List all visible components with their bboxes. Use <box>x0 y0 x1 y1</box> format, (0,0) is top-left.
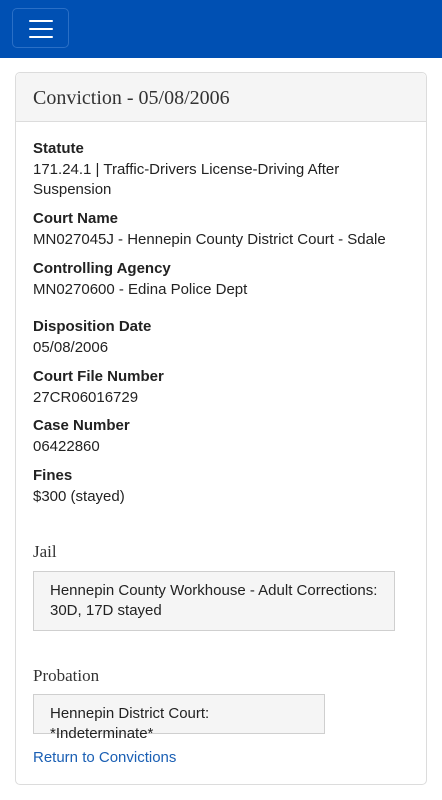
fines-label: Fines <box>33 467 73 484</box>
disposition-date-label: Disposition Date <box>33 318 152 335</box>
return-to-convictions-link[interactable]: Return to Convictions <box>33 749 177 766</box>
top-navbar <box>0 0 442 58</box>
hamburger-icon-bar <box>29 28 53 30</box>
statute-label: Statute <box>33 140 84 157</box>
statute-value: 171.24.1 | Traffic-Drivers License-Driving After Suspension <box>33 161 340 198</box>
case-number-value: 06422860 <box>33 438 100 455</box>
controlling-agency-label: Controlling Agency <box>33 260 171 277</box>
jail-info-box: Hennepin County Workhouse - Adult Corrections: 30D, 17D stayed <box>33 571 395 631</box>
court-file-number-label: Court File Number <box>33 368 164 385</box>
card-title: Conviction - 05/08/2006 <box>33 87 230 109</box>
probation-heading: Probation <box>33 666 100 685</box>
card-header <box>16 73 426 122</box>
probation-info-box: Hennepin District Court: *Indeterminate* <box>33 694 325 734</box>
court-name-label: Court Name <box>33 210 119 227</box>
jail-heading: Jail <box>33 542 57 561</box>
hamburger-icon <box>29 20 53 22</box>
conviction-card <box>15 72 427 785</box>
controlling-agency-value: MN0270600 - Edina Police Dept <box>33 281 248 298</box>
disposition-date-value: 05/08/2006 <box>33 339 109 356</box>
case-number-label: Case Number <box>33 417 130 434</box>
hamburger-icon-bar <box>29 36 53 38</box>
menu-toggle-button[interactable] <box>12 8 69 48</box>
court-file-number-value: 27CR06016729 <box>33 389 139 406</box>
fines-value: $300 (stayed) <box>33 488 125 505</box>
court-name-value: MN027045J - Hennepin County District Court - Sdale <box>33 231 386 248</box>
